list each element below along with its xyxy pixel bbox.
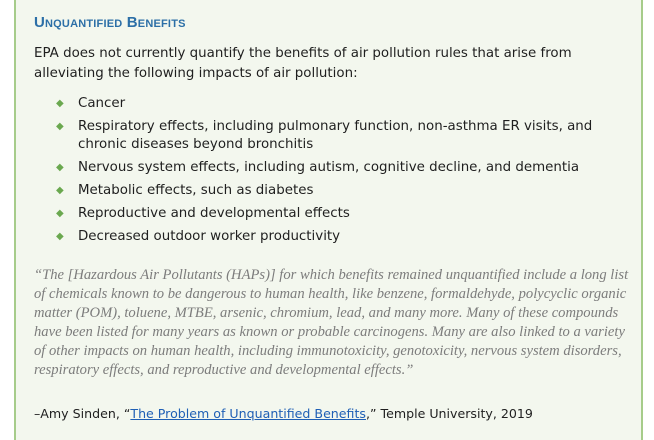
intro-paragraph: EPA does not currently quantify the benefits of air pollution rules that arise from alleviating the following impacts of air pollution: <box>34 46 572 81</box>
source-link[interactable]: The Problem of Unquantified Benefits <box>130 406 366 421</box>
list-item-text: Reproductive and developmental effects <box>78 206 350 221</box>
diamond-bullet-icon: ◆ <box>56 162 64 173</box>
list-item <box>34 205 624 223</box>
list-item <box>34 159 624 177</box>
diamond-bullet-icon: ◆ <box>56 208 64 219</box>
quotation: “The [Hazardous Air Pollutants (HAPs)] for which benefits remained unquantified include a long list of chemicals known to be dangerous to human health, like benzene, formaldehyde, polycyclic organic matter (POM), toluene, MTBE, arsenic, chromium, lead, and many more. Many of these compounds have been listed for many years as known or probable carcinogens. Many are also linked to a variety of other impacts on human health, including immunotoxicity, genotoxicity, nervous system disorders, respiratory effects, and reproductive and developmental effects.” <box>34 267 629 378</box>
citation-prefix: –Amy Sinden, “ <box>34 406 131 421</box>
list-item <box>34 182 624 200</box>
list-item <box>34 118 624 154</box>
diamond-bullet-icon: ◆ <box>56 121 64 132</box>
diamond-bullet-icon: ◆ <box>56 231 64 242</box>
citation <box>34 406 533 421</box>
list-item-text: Decreased outdoor worker productivity <box>78 229 341 244</box>
diamond-bullet-icon: ◆ <box>56 98 64 109</box>
citation-suffix: ,” Temple University, 2019 <box>365 406 533 421</box>
list-item <box>34 228 624 246</box>
list-item <box>34 95 624 113</box>
list-item-text: Respiratory effects, including pulmonary function, non-asthma ER visits, and chronic diseases beyond bronchitis <box>78 119 593 152</box>
list-item-text: Metabolic effects, such as diabetes <box>78 183 314 198</box>
diamond-bullet-icon: ◆ <box>56 185 64 196</box>
unquantified-benefits-panel <box>14 0 643 440</box>
section-heading: Unquantified Benefits <box>34 14 186 31</box>
list-item-text: Nervous system effects, including autism, cognitive decline, and dementia <box>78 160 580 175</box>
impacts-list <box>34 95 624 251</box>
list-item-text: Cancer <box>78 96 126 111</box>
